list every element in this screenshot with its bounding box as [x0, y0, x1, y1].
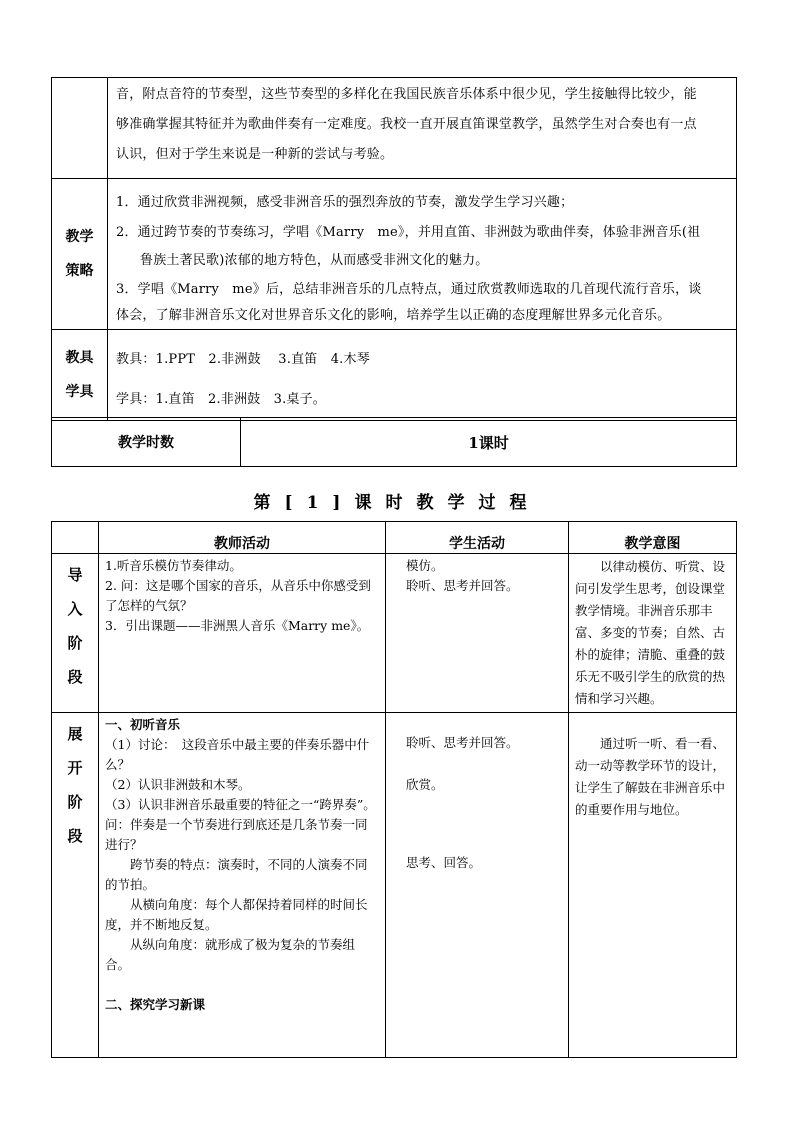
intro-stage-label: 导 入 阶 段	[52, 554, 99, 713]
tools-label: 教具 学具	[52, 330, 108, 421]
develop-student-3: 思考、回答。	[406, 855, 482, 870]
analysis-line-3: 认识，但对于学生来说是一种新的尝试与考验。	[116, 147, 394, 162]
section1-title: 一、初听音乐	[105, 717, 181, 732]
intro-student-2: 聆听、思考并回答。	[406, 578, 519, 593]
develop-student-1: 聆听、思考并回答。	[406, 735, 519, 750]
intro-teacher-2: 2. 问：这是哪个国家的音乐，从音乐中你感受到了怎样的气氛？	[105, 578, 371, 613]
develop-row	[52, 713, 737, 1058]
strategy-row	[52, 179, 737, 330]
analysis-line-2: 够准确掌握其特征并为歌曲伴奏有一定难度。我校一直开展直笛课堂教学，虽然学生对合奏也有一点	[116, 117, 697, 132]
develop-p3: 从纵向角度：就形成了极为复杂的节奏组合。	[105, 937, 356, 972]
develop-student-2: 欣赏。	[406, 777, 444, 792]
strategy-item-2b: 鲁族土著民歌)浓郁的地方特色，从而感受非洲文化的魅力。	[140, 253, 489, 268]
teaching-hours-label: 教学时数	[52, 418, 241, 467]
develop-q1: （1）讨论： 这段音乐中最主要的伴奏乐器中什么？	[105, 737, 370, 772]
analysis-label-cell	[52, 78, 108, 179]
intro-student-1: 模仿。	[406, 558, 444, 573]
intro-student-activity	[386, 554, 569, 713]
intro-row	[52, 554, 737, 713]
develop-p1: 跨节奏的特点：演奏时，不同的人演奏不同的节拍。	[105, 857, 368, 892]
student-activity-header: 学生活动	[386, 522, 569, 554]
develop-q4: 问：伴奏是一个节奏进行到底还是几条节奏一同进行？	[105, 817, 368, 852]
process-title: 第[1]课时教学过程	[253, 493, 541, 513]
intro-intent: 以律动模仿、听赏、设问引发学生思考，创设课堂教学情境。非洲音乐那丰富、多变的节奏；自然、古朴的旋律；清脆、重叠的鼓乐无不吸引学生的欣赏的热情和学习兴趣。	[569, 554, 737, 713]
process-header-row	[52, 522, 737, 554]
develop-p2: 从横向角度：每个人都保持着同样的时间长度，并不断地反复。	[105, 897, 368, 932]
develop-teacher-activity	[99, 713, 386, 1058]
tools-text	[108, 330, 737, 421]
develop-q3: （3）认识非洲音乐最重要的特征之一“跨界奏”。	[105, 797, 376, 812]
lesson-info-table	[51, 77, 737, 421]
intro-teacher-3: 3．引出课题——非洲黑人音乐《Marry me》。	[105, 618, 370, 633]
intro-teacher-activity	[99, 554, 386, 713]
strategy-item-2a: 2．通过跨节奏的节奏练习，学唱《Marry me》，并用直笛、非洲鼓为歌曲伴奏，体验非洲音乐(祖	[116, 225, 701, 240]
analysis-line-1: 音，附点音符的节奏型，这些节奏型的多样化在我国民族音乐体系中很少见，学生接触得比较少，能	[116, 87, 697, 102]
develop-student-activity	[386, 713, 569, 1058]
section2-title: 二、探究学习新课	[105, 997, 206, 1012]
tools-row	[52, 330, 737, 421]
analysis-text	[108, 78, 737, 179]
intro-teacher-1: 1.听音乐模仿节奏律动。	[105, 558, 242, 573]
strategy-label: 教学 策略	[52, 179, 108, 330]
strategy-item-3a: 3．学唱《Marry me》后，总结非洲音乐的几点特点，通过欣赏教师选取的几首现代流行音乐，谈	[116, 282, 702, 297]
stage-header	[52, 522, 99, 554]
analysis-row	[52, 78, 737, 179]
process-table	[51, 521, 737, 1058]
teacher-tools: 教具：1.PPT 2.非洲鼓 3.直笛 4.木琴	[116, 352, 370, 367]
teaching-hours-value: 1课时	[241, 418, 737, 467]
student-tools: 学具：1.直笛 2.非洲鼓 3.桌子。	[116, 392, 327, 407]
strategy-text	[108, 179, 737, 330]
develop-stage-label: 展 开 阶 段	[52, 713, 99, 1058]
teaching-hours-table	[51, 417, 737, 467]
intent-header: 教学意图	[569, 522, 737, 554]
strategy-item-3b: 体会，了解非洲音乐文化对世界音乐文化的影响，培养学生以正确的态度理解世界多元化音乐。	[116, 308, 671, 323]
teacher-activity-header: 教师活动	[99, 522, 386, 554]
strategy-item-1: 1．通过欣赏非洲视频，感受非洲音乐的强烈奔放的节奏，激发学生学习兴趣；	[116, 195, 574, 210]
develop-intent: 通过听一听、看一看、动一动等教学环节的设计，让学生了解鼓在非洲音乐中的重要作用与地位。	[569, 713, 737, 1058]
develop-q2: （2）认识非洲鼓和木琴。	[105, 777, 251, 792]
